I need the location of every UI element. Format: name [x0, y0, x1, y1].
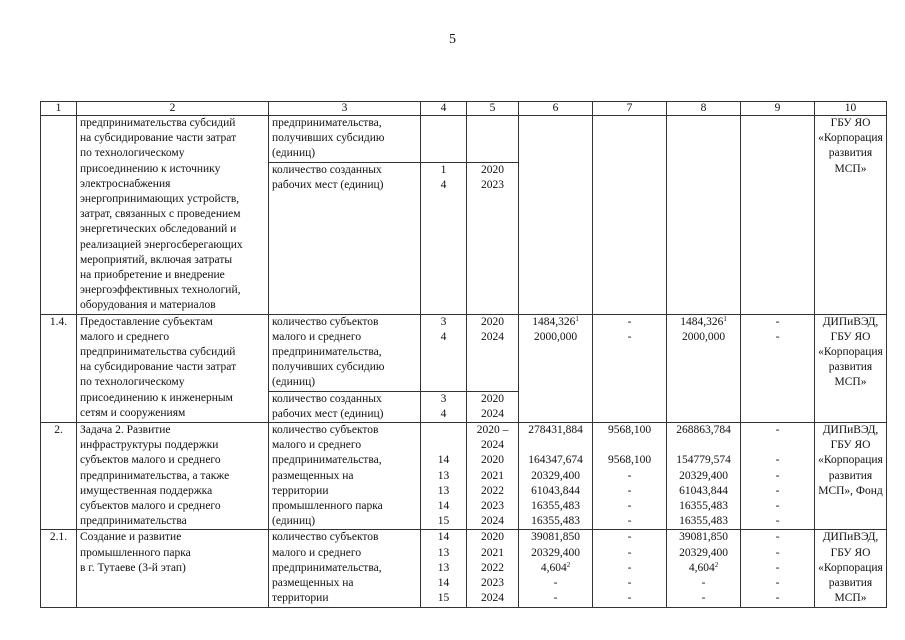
cell-line	[596, 438, 663, 453]
amount-value: -	[701, 592, 706, 605]
cell-line: субъектов малого и среднего	[80, 500, 221, 513]
cell-regional	[667, 314, 741, 422]
cell-line	[744, 438, 811, 453]
cell-line: (единиц)	[272, 515, 316, 528]
table-row	[41, 423, 887, 530]
col-header: 1	[41, 102, 77, 116]
col-header: 2	[77, 102, 269, 116]
cell-line: 2023	[481, 500, 504, 513]
cell-line: 2020	[481, 315, 504, 328]
cell-line: МСП», Фонд	[818, 484, 883, 497]
cell-value	[421, 314, 467, 391]
cell-line: предпринимательства,	[272, 454, 382, 467]
col-header: 9	[741, 102, 815, 116]
cell-line: -	[627, 577, 632, 590]
cell-executor	[815, 314, 887, 422]
cell-line: 20329,400	[679, 469, 728, 482]
col-header: 4	[421, 102, 467, 116]
cell-line	[424, 423, 463, 438]
cell-indicator	[269, 530, 421, 607]
cell-line: Предоставление субъектам	[80, 315, 213, 328]
amount-value: 39081,850	[679, 531, 728, 544]
program-table	[40, 101, 887, 608]
cell-line: предпринимательства, а также	[80, 469, 230, 482]
cell-number: 2.1.	[41, 530, 77, 607]
cell-line: реализацией энергосберегающих	[80, 238, 243, 251]
cell-total	[519, 423, 593, 530]
cell-line: «Корпорация	[818, 561, 883, 574]
cell-line	[670, 591, 737, 606]
cell-line: предпринимательства,	[272, 117, 382, 129]
cell-federal	[593, 116, 667, 315]
cell-line: количество субъектов	[272, 424, 379, 437]
cell-line: «Корпорация	[818, 454, 883, 467]
cell-line: 278431,884	[528, 424, 583, 437]
cell-line: 3	[440, 315, 447, 328]
cell-number	[41, 116, 77, 315]
cell-line: 16355,483	[531, 515, 580, 528]
cell-line	[522, 591, 589, 606]
cell-line	[522, 330, 589, 345]
cell-value	[421, 116, 467, 163]
col-header: 10	[815, 102, 887, 116]
amount-value: -	[553, 577, 558, 590]
cell-other	[741, 530, 815, 607]
cell-line: «Корпорация	[818, 132, 883, 145]
cell-line	[522, 546, 589, 561]
cell-line: 2022	[481, 561, 504, 574]
cell-line: малого и среднего	[272, 439, 362, 452]
cell-line: -	[775, 330, 780, 343]
table-row	[41, 314, 887, 391]
cell-line: развития	[828, 361, 873, 374]
cell-line: энергоэффективных технологий,	[80, 284, 241, 297]
cell-line: 14	[437, 577, 450, 590]
cell-value	[421, 530, 467, 607]
cell-year	[467, 530, 519, 607]
cell-federal	[593, 314, 667, 422]
cell-value	[421, 162, 467, 314]
amount-value: -	[701, 577, 706, 590]
amount-value: 4,604	[540, 561, 567, 574]
cell-line: -	[775, 515, 780, 528]
amount-value: 2000,000	[681, 330, 726, 343]
cell-line: 13	[437, 561, 450, 574]
footnote-mark: 1	[575, 314, 579, 323]
cell-line: МСП»	[834, 376, 867, 389]
cell-line: имущественная поддержка	[80, 484, 213, 497]
cell-number: 2.	[41, 423, 77, 530]
cell-measure	[77, 116, 269, 315]
cell-line: предпринимательства,	[272, 561, 382, 574]
cell-executor	[815, 423, 887, 530]
cell-line: 15	[437, 592, 450, 605]
footnote-mark: 2	[566, 560, 571, 569]
cell-line: ДИПиВЭД,	[822, 531, 879, 544]
cell-year	[467, 116, 519, 163]
cell-line	[522, 315, 589, 330]
cell-line: предпринимательства субсидий	[80, 346, 236, 359]
cell-line: малого и среднего	[272, 330, 362, 343]
cell-indicator	[269, 391, 421, 422]
amount-value: -	[553, 592, 558, 605]
cell-line: энергопринимающих устройств,	[80, 193, 240, 206]
cell-line: (единиц)	[272, 376, 316, 389]
cell-value	[421, 423, 467, 530]
cell-line: 268863,784	[676, 424, 731, 437]
cell-line: 4	[440, 178, 447, 191]
cell-line: 2020 –	[476, 424, 509, 437]
cell-line: 15	[437, 515, 450, 528]
cell-line: -	[627, 531, 632, 544]
cell-line: Задача 2. Развитие	[80, 424, 171, 437]
cell-line: 14	[437, 500, 450, 513]
cell-line: 13	[437, 469, 450, 482]
cell-line: 2024	[481, 407, 504, 420]
cell-line: на приобретение и внедрение	[80, 269, 225, 282]
cell-line: сетям и сооружениям	[80, 406, 186, 419]
cell-line: 61043,844	[531, 484, 580, 497]
cell-line: 2021	[481, 546, 504, 559]
cell-line	[522, 438, 589, 453]
amount-value: 20329,400	[679, 546, 728, 559]
cell-line: -	[627, 484, 632, 497]
cell-line: по технологическому	[80, 147, 185, 160]
cell-line: -	[775, 546, 780, 559]
cell-federal	[593, 530, 667, 607]
cell-line: -	[627, 515, 632, 528]
cell-number: 1.4.	[41, 314, 77, 422]
cell-line: оборудования и материалов	[80, 299, 216, 312]
cell-line: -	[775, 315, 780, 328]
cell-line: 9568,100	[607, 454, 652, 467]
cell-line: рабочих мест (единиц)	[272, 178, 384, 191]
cell-regional	[667, 116, 741, 315]
amount-value: 1484,326	[680, 315, 724, 328]
cell-line: -	[627, 315, 632, 328]
cell-line: малого и среднего	[272, 546, 362, 559]
cell-line: на субсидирование части затрат	[80, 361, 237, 374]
cell-line	[670, 530, 737, 545]
cell-line: -	[627, 330, 632, 343]
cell-line: 2023	[481, 577, 504, 590]
cell-line: 2022	[481, 484, 504, 497]
cell-value	[421, 391, 467, 422]
cell-indicator	[269, 314, 421, 391]
cell-line: 16355,483	[679, 515, 728, 528]
cell-line: -	[627, 592, 632, 605]
cell-line: ДИПиВЭД,	[822, 424, 879, 437]
cell-line: развития	[828, 577, 873, 590]
cell-line: предпринимательства	[80, 515, 187, 528]
cell-line: ГБУ ЯО	[830, 117, 871, 129]
cell-line: -	[627, 561, 632, 574]
cell-line: 2020	[481, 392, 504, 405]
cell-line: присоединению к источнику	[80, 162, 221, 175]
footnote-mark: 1	[723, 314, 727, 323]
cell-line: 2024	[481, 515, 504, 528]
cell-federal	[593, 423, 667, 530]
cell-line: -	[775, 577, 780, 590]
cell-line: 1	[440, 163, 447, 176]
cell-line: территории	[272, 592, 329, 605]
cell-measure	[77, 314, 269, 422]
cell-line: размещенных на	[272, 469, 354, 482]
cell-total	[519, 530, 593, 607]
cell-line: ГБУ ЯО	[830, 439, 871, 452]
cell-other	[741, 116, 815, 315]
cell-line: 16355,483	[679, 500, 728, 513]
cell-year	[467, 423, 519, 530]
cell-line: на субсидирование части затрат	[80, 132, 237, 145]
cell-line: 2024	[481, 439, 504, 452]
cell-line	[670, 438, 737, 453]
cell-line: 4	[440, 407, 447, 420]
cell-line: ГБУ ЯО	[830, 546, 871, 559]
cell-line: -	[775, 484, 780, 497]
cell-indicator	[269, 116, 421, 163]
cell-line: -	[775, 424, 780, 437]
cell-line: предпринимательства субсидий	[80, 117, 236, 129]
cell-line: промышленного парка	[272, 500, 383, 513]
cell-line: территории	[272, 484, 329, 497]
cell-line: промышленного парка	[80, 546, 191, 559]
cell-other	[741, 314, 815, 422]
cell-other	[741, 423, 815, 530]
cell-regional	[667, 423, 741, 530]
cell-line: (единиц)	[272, 147, 316, 160]
cell-line: -	[775, 561, 780, 574]
cell-line: 13	[437, 546, 450, 559]
cell-year	[467, 162, 519, 314]
cell-line: субъектов малого и среднего	[80, 454, 221, 467]
cell-line: 3	[440, 392, 447, 405]
amount-value: 20329,400	[531, 546, 580, 559]
amount-value: 4,604	[688, 561, 715, 574]
table-row	[41, 116, 887, 163]
col-header: 7	[593, 102, 667, 116]
cell-line: присоединению к инженерным	[80, 391, 233, 404]
cell-line: 164347,674	[528, 454, 583, 467]
cell-line: количество созданных	[272, 163, 382, 176]
cell-line: -	[775, 531, 780, 544]
cell-year	[467, 391, 519, 422]
cell-executor	[815, 116, 887, 315]
cell-line	[670, 561, 737, 576]
table-row	[41, 530, 887, 607]
cell-total	[519, 116, 593, 315]
cell-line: МСП»	[834, 162, 867, 175]
cell-line: малого и среднего	[80, 330, 170, 343]
cell-line: -	[775, 469, 780, 482]
col-header: 5	[467, 102, 519, 116]
cell-measure	[77, 530, 269, 607]
cell-line	[522, 530, 589, 545]
cell-regional	[667, 530, 741, 607]
col-header: 6	[519, 102, 593, 116]
cell-line: получивших субсидию	[272, 361, 385, 374]
cell-line: 2020	[481, 163, 504, 176]
cell-line: количество субъектов	[272, 315, 379, 328]
cell-line: -	[627, 500, 632, 513]
amount-value: 39081,850	[531, 531, 580, 544]
cell-line: 2021	[481, 469, 504, 482]
cell-year	[467, 314, 519, 391]
cell-executor	[815, 530, 887, 607]
cell-line: 2020	[481, 531, 504, 544]
cell-line	[670, 330, 737, 345]
cell-line	[670, 546, 737, 561]
cell-line: развития	[828, 469, 873, 482]
cell-line: 2020	[481, 454, 504, 467]
cell-line: развития	[828, 147, 873, 160]
cell-line: 2023	[481, 178, 504, 191]
cell-line: инфраструктуры поддержки	[80, 439, 219, 452]
cell-line	[522, 576, 589, 591]
cell-line: затрат, связанных с проведением	[80, 208, 241, 221]
cell-line	[424, 438, 463, 453]
cell-line: в г. Тутаеве (3-й этап)	[80, 561, 186, 574]
cell-line: ДИПиВЭД,	[822, 315, 879, 328]
cell-line: мероприятий, включая затраты	[80, 253, 233, 266]
cell-line: 16355,483	[531, 500, 580, 513]
cell-line: 154779,574	[676, 454, 731, 467]
cell-line: 14	[437, 454, 450, 467]
cell-line: ГБУ ЯО	[830, 330, 871, 343]
cell-line: 9568,100	[607, 424, 652, 437]
cell-line: размещенных на	[272, 577, 354, 590]
cell-line: 2024	[481, 592, 504, 605]
cell-line: электроснабжения	[80, 177, 171, 190]
cell-line: 13	[437, 484, 450, 497]
cell-line: -	[775, 500, 780, 513]
cell-line	[670, 315, 737, 330]
cell-line: получивших субсидию	[272, 132, 385, 145]
cell-indicator	[269, 423, 421, 530]
cell-line	[670, 576, 737, 591]
header-row	[41, 102, 887, 116]
cell-line: 61043,844	[679, 484, 728, 497]
amount-value: 2000,000	[533, 330, 578, 343]
cell-line: -	[627, 469, 632, 482]
cell-measure	[77, 423, 269, 530]
cell-line: рабочих мест (единиц)	[272, 407, 384, 420]
cell-line: 20329,400	[531, 469, 580, 482]
cell-total	[519, 314, 593, 422]
cell-line: 4	[440, 330, 447, 343]
cell-line: количество созданных	[272, 392, 382, 405]
page-number: 5	[449, 32, 456, 47]
cell-line: 2024	[481, 330, 504, 343]
col-header: 3	[269, 102, 421, 116]
col-header: 8	[667, 102, 741, 116]
cell-line: «Корпорация	[818, 346, 883, 359]
amount-value: 1484,326	[532, 315, 576, 328]
cell-line: Создание и развитие	[80, 531, 182, 544]
cell-line: по технологическому	[80, 376, 185, 389]
footnote-mark: 2	[714, 560, 719, 569]
cell-line: предпринимательства,	[272, 346, 382, 359]
cell-line: -	[775, 454, 780, 467]
cell-line	[522, 561, 589, 576]
cell-indicator	[269, 162, 421, 314]
cell-line: 14	[437, 531, 450, 544]
cell-line: количество субъектов	[272, 531, 379, 544]
cell-line: МСП»	[834, 592, 867, 605]
cell-line: энергетических обследований и	[80, 223, 237, 236]
cell-line: -	[627, 546, 632, 559]
cell-line: -	[775, 592, 780, 605]
